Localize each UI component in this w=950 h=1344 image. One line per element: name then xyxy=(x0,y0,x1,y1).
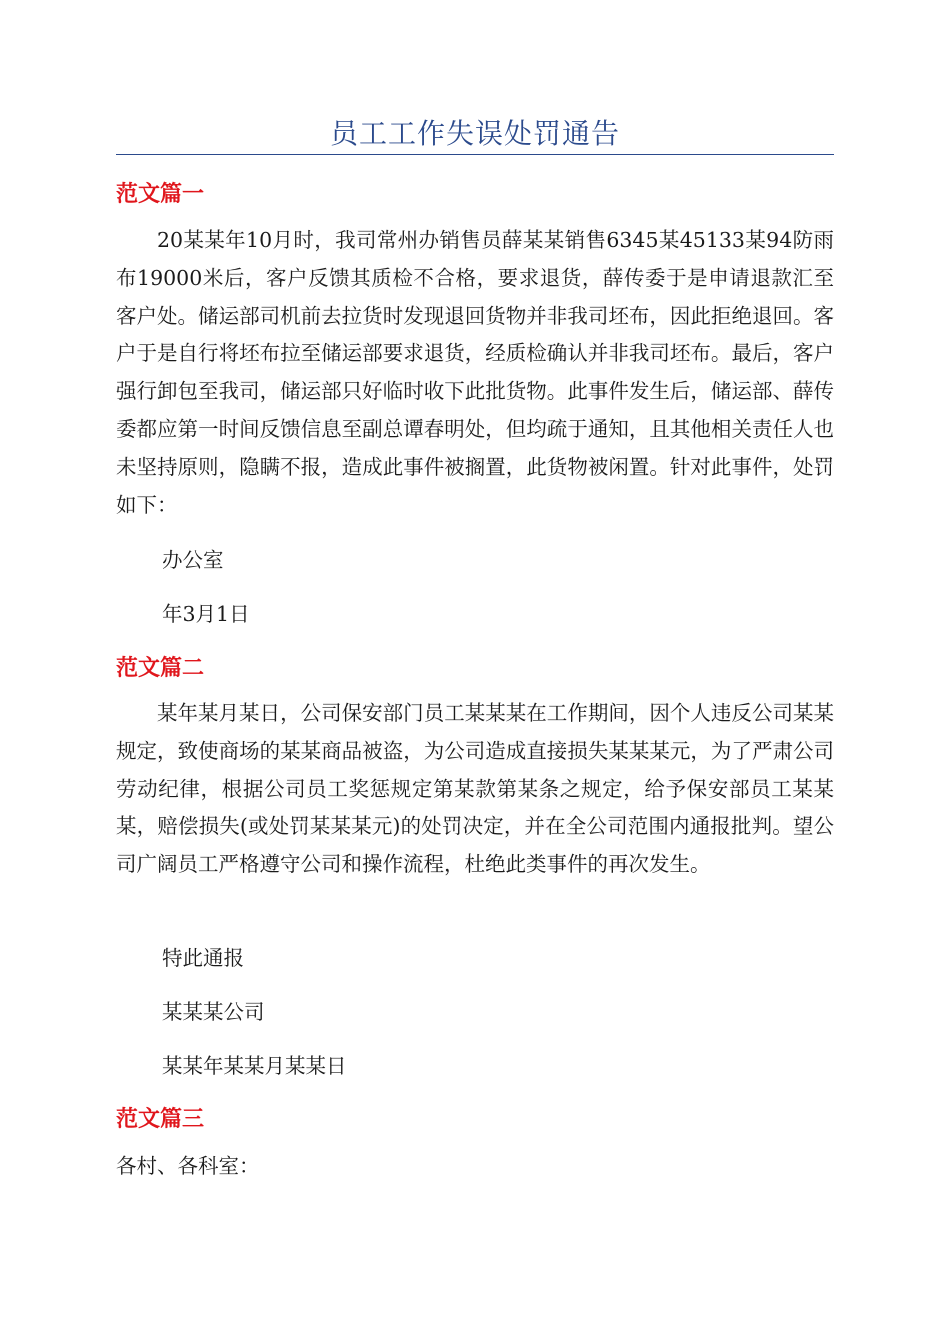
section-1-sign-date: 年3月1日 xyxy=(162,602,250,626)
section-2-company: 某某某公司 xyxy=(162,1000,265,1024)
section-2-notice: 特此通报 xyxy=(162,946,244,970)
section-2-date: 某某年某某月某某日 xyxy=(162,1054,347,1078)
section-1-sign-office: 办公室 xyxy=(162,548,224,572)
section-2-body: 某年某月某日，公司保安部门员工某某某在工作期间，因个人违反公司某某规定，致使商场的某某商品被盗，为公司造成直接损失某某某元，为了严肃公司劳动纪律，根据公司员工奖惩规定第某款第某条之规定，给予保安部员工某某某，赔偿损失(或处罚某某某元)的处罚决定，并在全公司范围内通报批判。望公司广阔员工严格遵守公司和操作流程，杜绝此类事件的再次发生。 xyxy=(116,701,834,877)
section-2-heading: 范文篇二 xyxy=(116,656,205,681)
section-1-body: 20某某年10月时，我司常州办销售员薛某某销售6345某45133某94防雨布19000米后，客户反馈其质检不合格，要求退货，薛传委于是申请退款汇至客户处。储运部司机前去拉货时发现退回货物并非我司坯布，因此拒绝退回。客户于是自行将坯布拉至储运部要求退货，经质检确认并非我司坯布。最后，客户强行卸包至我司，储运部只好临时收下此批货物。此事件发生后，储运部、薛传委都应第一时间反馈信息至副总谭春明处，但均疏于通知，且其他相关责任人也未坚持原则，隐瞒不报，造成此事件被搁置，此货物被闲置。针对此事件，处罚如下： xyxy=(116,228,834,517)
document-title: 员工工作失误处罚通告 xyxy=(329,117,620,150)
section-3-heading: 范文篇三 xyxy=(116,1107,205,1132)
title-underline xyxy=(116,154,834,155)
section-3-salutation: 各村、各科室： xyxy=(116,1154,260,1178)
section-1-heading: 范文篇一 xyxy=(116,182,205,207)
